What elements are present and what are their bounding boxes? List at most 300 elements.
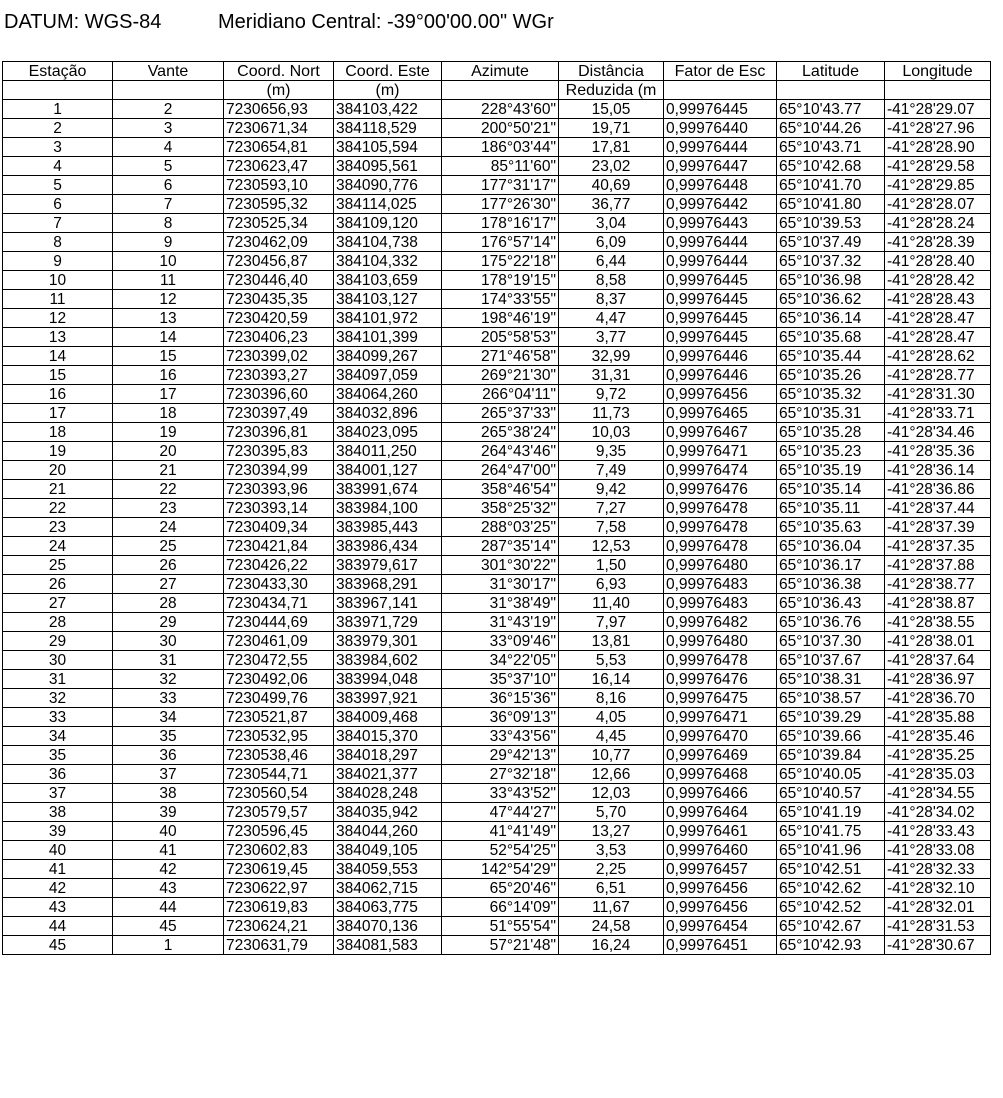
cell-estacao: 37 [3, 784, 113, 803]
cell-estacao: 19 [3, 442, 113, 461]
cell-coord-este: 384114,025 [334, 195, 442, 214]
cell-coord-norte: 7230456,87 [224, 252, 334, 271]
cell-azimute: 200°50'21" [442, 119, 559, 138]
table-row [3, 689, 991, 708]
cell-estacao: 7 [3, 214, 113, 233]
cell-longitude: -41°28'36.14 [885, 461, 991, 480]
cell-latitude: 65°10'35.23 [777, 442, 885, 461]
table-row [3, 385, 991, 404]
cell-azimute: 51°55'54" [442, 917, 559, 936]
cell-azimute: 31°38'49" [442, 594, 559, 613]
cell-longitude: -41°28'28.90 [885, 138, 991, 157]
table-row [3, 366, 991, 385]
cell-azimute: 177°26'30" [442, 195, 559, 214]
header-cell-longitude: Longitude [885, 62, 991, 81]
cell-distancia: 7,49 [559, 461, 664, 480]
cell-latitude: 65°10'36.62 [777, 290, 885, 309]
cell-coord-norte: 7230446,40 [224, 271, 334, 290]
cell-fator-escala: 0,99976445 [664, 328, 777, 347]
cell-distancia: 16,24 [559, 936, 664, 955]
cell-estacao: 29 [3, 632, 113, 651]
cell-vante: 34 [113, 708, 224, 727]
table-row [3, 518, 991, 537]
table-row [3, 442, 991, 461]
cell-longitude: -41°28'37.88 [885, 556, 991, 575]
cell-longitude: -41°28'35.36 [885, 442, 991, 461]
cell-longitude: -41°28'33.43 [885, 822, 991, 841]
cell-latitude: 65°10'42.67 [777, 917, 885, 936]
cell-vante: 31 [113, 651, 224, 670]
cell-latitude: 65°10'41.80 [777, 195, 885, 214]
cell-distancia: 12,03 [559, 784, 664, 803]
cell-coord-este: 383991,674 [334, 480, 442, 499]
table-row [3, 328, 991, 347]
cell-estacao: 25 [3, 556, 113, 575]
cell-latitude: 65°10'35.26 [777, 366, 885, 385]
cell-fator-escala: 0,99976444 [664, 252, 777, 271]
cell-latitude: 65°10'42.93 [777, 936, 885, 955]
cell-coord-este: 383984,100 [334, 499, 442, 518]
cell-azimute: 65°20'46" [442, 879, 559, 898]
table-row [3, 727, 991, 746]
cell-longitude: -41°28'34.55 [885, 784, 991, 803]
cell-estacao: 6 [3, 195, 113, 214]
table-row [3, 252, 991, 271]
cell-estacao: 33 [3, 708, 113, 727]
cell-coord-norte: 7230579,57 [224, 803, 334, 822]
cell-fator-escala: 0,99976460 [664, 841, 777, 860]
cell-azimute: 174°33'55" [442, 290, 559, 309]
cell-distancia: 19,71 [559, 119, 664, 138]
cell-coord-norte: 7230622,97 [224, 879, 334, 898]
table-row [3, 898, 991, 917]
table-row [3, 537, 991, 556]
cell-coord-este: 383997,921 [334, 689, 442, 708]
cell-coord-este: 384064,260 [334, 385, 442, 404]
cell-fator-escala: 0,99976483 [664, 594, 777, 613]
cell-longitude: -41°28'30.67 [885, 936, 991, 955]
header-cell-estacao [3, 81, 113, 100]
table-row [3, 176, 991, 195]
cell-latitude: 65°10'35.63 [777, 518, 885, 537]
cell-latitude: 65°10'35.32 [777, 385, 885, 404]
table-row [3, 822, 991, 841]
cell-latitude: 65°10'42.52 [777, 898, 885, 917]
cell-coord-este: 384009,468 [334, 708, 442, 727]
cell-coord-este: 384023,095 [334, 423, 442, 442]
cell-distancia: 12,66 [559, 765, 664, 784]
cell-coord-norte: 7230421,84 [224, 537, 334, 556]
cell-distancia: 9,35 [559, 442, 664, 461]
cell-distancia: 12,53 [559, 537, 664, 556]
cell-estacao: 24 [3, 537, 113, 556]
table-row [3, 100, 991, 119]
cell-fator-escala: 0,99976445 [664, 271, 777, 290]
cell-vante: 42 [113, 860, 224, 879]
cell-distancia: 9,42 [559, 480, 664, 499]
cell-coord-este: 383994,048 [334, 670, 442, 689]
cell-coord-este: 384070,136 [334, 917, 442, 936]
cell-distancia: 1,50 [559, 556, 664, 575]
table-row [3, 784, 991, 803]
cell-longitude: -41°28'28.24 [885, 214, 991, 233]
cell-fator-escala: 0,99976445 [664, 100, 777, 119]
cell-fator-escala: 0,99976442 [664, 195, 777, 214]
table-row [3, 651, 991, 670]
cell-longitude: -41°28'27.96 [885, 119, 991, 138]
cell-longitude: -41°28'33.08 [885, 841, 991, 860]
cell-distancia: 40,69 [559, 176, 664, 195]
cell-fator-escala: 0,99976478 [664, 518, 777, 537]
cell-estacao: 14 [3, 347, 113, 366]
table-row [3, 347, 991, 366]
cell-estacao: 22 [3, 499, 113, 518]
cell-coord-norte: 7230671,34 [224, 119, 334, 138]
cell-latitude: 65°10'41.19 [777, 803, 885, 822]
header-cell-latitude [777, 81, 885, 100]
header-cell-coord-norte: Coord. Nort [224, 62, 334, 81]
cell-latitude: 65°10'39.29 [777, 708, 885, 727]
cell-coord-norte: 7230596,45 [224, 822, 334, 841]
cell-longitude: -41°28'37.64 [885, 651, 991, 670]
cell-coord-este: 384021,377 [334, 765, 442, 784]
cell-estacao: 28 [3, 613, 113, 632]
cell-coord-este: 384018,297 [334, 746, 442, 765]
cell-longitude: -41°28'32.10 [885, 879, 991, 898]
cell-coord-norte: 7230435,35 [224, 290, 334, 309]
cell-estacao: 17 [3, 404, 113, 423]
cell-vante: 43 [113, 879, 224, 898]
cell-latitude: 65°10'39.53 [777, 214, 885, 233]
cell-vante: 37 [113, 765, 224, 784]
table-row [3, 670, 991, 689]
cell-coord-este: 384011,250 [334, 442, 442, 461]
cell-longitude: -41°28'28.42 [885, 271, 991, 290]
cell-vante: 45 [113, 917, 224, 936]
header-cell-distancia: Distância [559, 62, 664, 81]
table-row [3, 556, 991, 575]
cell-vante: 15 [113, 347, 224, 366]
cell-coord-este: 384118,529 [334, 119, 442, 138]
cell-vante: 5 [113, 157, 224, 176]
cell-coord-norte: 7230397,49 [224, 404, 334, 423]
cell-fator-escala: 0,99976440 [664, 119, 777, 138]
cell-estacao: 26 [3, 575, 113, 594]
cell-vante: 17 [113, 385, 224, 404]
cell-vante: 20 [113, 442, 224, 461]
cell-estacao: 31 [3, 670, 113, 689]
cell-coord-norte: 7230393,27 [224, 366, 334, 385]
cell-vante: 4 [113, 138, 224, 157]
cell-coord-este: 384015,370 [334, 727, 442, 746]
cell-latitude: 65°10'36.17 [777, 556, 885, 575]
cell-azimute: 205°58'53" [442, 328, 559, 347]
cell-distancia: 16,14 [559, 670, 664, 689]
cell-latitude: 65°10'43.71 [777, 138, 885, 157]
cell-longitude: -41°28'37.35 [885, 537, 991, 556]
cell-fator-escala: 0,99976476 [664, 480, 777, 499]
cell-vante: 40 [113, 822, 224, 841]
cell-fator-escala: 0,99976482 [664, 613, 777, 632]
cell-coord-este: 384104,332 [334, 252, 442, 271]
table-row [3, 746, 991, 765]
table-row [3, 404, 991, 423]
cell-estacao: 45 [3, 936, 113, 955]
cell-coord-este: 383971,729 [334, 613, 442, 632]
header-cell-azimute: Azimute [442, 62, 559, 81]
table-row [3, 936, 991, 955]
cell-longitude: -41°28'35.46 [885, 727, 991, 746]
cell-azimute: 264°47'00" [442, 461, 559, 480]
cell-coord-norte: 7230532,95 [224, 727, 334, 746]
cell-vante: 26 [113, 556, 224, 575]
cell-vante: 28 [113, 594, 224, 613]
cell-estacao: 38 [3, 803, 113, 822]
cell-estacao: 21 [3, 480, 113, 499]
cell-latitude: 65°10'36.76 [777, 613, 885, 632]
cell-azimute: 177°31'17" [442, 176, 559, 195]
cell-distancia: 11,73 [559, 404, 664, 423]
cell-coord-este: 383979,301 [334, 632, 442, 651]
header-cell-fator-escala [664, 81, 777, 100]
cell-coord-este: 384001,127 [334, 461, 442, 480]
cell-fator-escala: 0,99976478 [664, 537, 777, 556]
cell-fator-escala: 0,99976478 [664, 499, 777, 518]
cell-coord-este: 384105,594 [334, 138, 442, 157]
cell-vante: 3 [113, 119, 224, 138]
cell-distancia: 7,27 [559, 499, 664, 518]
cell-vante: 22 [113, 480, 224, 499]
cell-coord-este: 384109,120 [334, 214, 442, 233]
cell-azimute: 287°35'14" [442, 537, 559, 556]
cell-distancia: 7,58 [559, 518, 664, 537]
cell-distancia: 11,40 [559, 594, 664, 613]
cell-longitude: -41°28'31.53 [885, 917, 991, 936]
cell-latitude: 65°10'42.68 [777, 157, 885, 176]
cell-distancia: 32,99 [559, 347, 664, 366]
cell-coord-norte: 7230393,96 [224, 480, 334, 499]
cell-azimute: 264°43'46" [442, 442, 559, 461]
cell-azimute: 29°42'13" [442, 746, 559, 765]
cell-longitude: -41°28'34.46 [885, 423, 991, 442]
header-cell-vante: Vante [113, 62, 224, 81]
cell-azimute: 33°43'52" [442, 784, 559, 803]
cell-estacao: 44 [3, 917, 113, 936]
header-cell-distancia: Reduzida (m [559, 81, 664, 100]
table-row [3, 214, 991, 233]
cell-latitude: 65°10'39.84 [777, 746, 885, 765]
header-cell-coord-este: Coord. Este [334, 62, 442, 81]
cell-fator-escala: 0,99976457 [664, 860, 777, 879]
cell-azimute: 266°04'11" [442, 385, 559, 404]
cell-coord-norte: 7230396,81 [224, 423, 334, 442]
cell-longitude: -41°28'31.30 [885, 385, 991, 404]
cell-fator-escala: 0,99976456 [664, 385, 777, 404]
cell-estacao: 16 [3, 385, 113, 404]
header-cell-longitude [885, 81, 991, 100]
cell-vante: 7 [113, 195, 224, 214]
cell-azimute: 271°46'58" [442, 347, 559, 366]
cell-azimute: 31°30'17" [442, 575, 559, 594]
cell-coord-norte: 7230656,93 [224, 100, 334, 119]
cell-distancia: 8,16 [559, 689, 664, 708]
cell-coord-este: 384035,942 [334, 803, 442, 822]
cell-vante: 38 [113, 784, 224, 803]
table-row [3, 575, 991, 594]
cell-azimute: 358°46'54" [442, 480, 559, 499]
cell-vante: 39 [113, 803, 224, 822]
cell-latitude: 65°10'42.62 [777, 879, 885, 898]
cell-longitude: -41°28'37.39 [885, 518, 991, 537]
cell-latitude: 65°10'36.38 [777, 575, 885, 594]
cell-azimute: 178°19'15" [442, 271, 559, 290]
cell-latitude: 65°10'44.26 [777, 119, 885, 138]
cell-fator-escala: 0,99976451 [664, 936, 777, 955]
cell-azimute: 33°09'46" [442, 632, 559, 651]
cell-distancia: 10,77 [559, 746, 664, 765]
cell-fator-escala: 0,99976480 [664, 556, 777, 575]
table-row [3, 765, 991, 784]
cell-coord-norte: 7230619,83 [224, 898, 334, 917]
cell-latitude: 65°10'35.14 [777, 480, 885, 499]
cell-distancia: 4,05 [559, 708, 664, 727]
cell-distancia: 13,81 [559, 632, 664, 651]
cell-vante: 1 [113, 936, 224, 955]
cell-coord-norte: 7230461,09 [224, 632, 334, 651]
cell-distancia: 11,67 [559, 898, 664, 917]
cell-vante: 21 [113, 461, 224, 480]
table-row [3, 632, 991, 651]
cell-estacao: 39 [3, 822, 113, 841]
cell-estacao: 34 [3, 727, 113, 746]
cell-longitude: -41°28'28.47 [885, 328, 991, 347]
cell-latitude: 65°10'41.75 [777, 822, 885, 841]
cell-latitude: 65°10'35.28 [777, 423, 885, 442]
cell-azimute: 52°54'25" [442, 841, 559, 860]
cell-fator-escala: 0,99976448 [664, 176, 777, 195]
cell-longitude: -41°28'32.01 [885, 898, 991, 917]
cell-azimute: 142°54'29" [442, 860, 559, 879]
cell-latitude: 65°10'37.32 [777, 252, 885, 271]
cell-longitude: -41°28'29.85 [885, 176, 991, 195]
cell-latitude: 65°10'40.05 [777, 765, 885, 784]
cell-latitude: 65°10'35.31 [777, 404, 885, 423]
cell-azimute: 269°21'30" [442, 366, 559, 385]
cell-coord-este: 384059,553 [334, 860, 442, 879]
cell-fator-escala: 0,99976444 [664, 138, 777, 157]
cell-fator-escala: 0,99976476 [664, 670, 777, 689]
cell-azimute: 198°46'19" [442, 309, 559, 328]
cell-coord-este: 384103,422 [334, 100, 442, 119]
cell-latitude: 65°10'36.98 [777, 271, 885, 290]
cell-coord-norte: 7230399,02 [224, 347, 334, 366]
cell-azimute: 228°43'60" [442, 100, 559, 119]
cell-longitude: -41°28'35.25 [885, 746, 991, 765]
cell-latitude: 65°10'43.77 [777, 100, 885, 119]
cell-azimute: 301°30'22" [442, 556, 559, 575]
table-row [3, 480, 991, 499]
table-row [3, 119, 991, 138]
cell-azimute: 265°38'24" [442, 423, 559, 442]
cell-estacao: 8 [3, 233, 113, 252]
cell-longitude: -41°28'38.77 [885, 575, 991, 594]
cell-coord-norte: 7230538,46 [224, 746, 334, 765]
cell-distancia: 4,45 [559, 727, 664, 746]
cell-estacao: 1 [3, 100, 113, 119]
cell-fator-escala: 0,99976480 [664, 632, 777, 651]
cell-coord-norte: 7230420,59 [224, 309, 334, 328]
cell-coord-norte: 7230602,83 [224, 841, 334, 860]
table-row [3, 157, 991, 176]
cell-coord-este: 384099,267 [334, 347, 442, 366]
cell-distancia: 5,53 [559, 651, 664, 670]
cell-coord-este: 383968,291 [334, 575, 442, 594]
cell-longitude: -41°28'29.58 [885, 157, 991, 176]
cell-estacao: 41 [3, 860, 113, 879]
cell-vante: 6 [113, 176, 224, 195]
cell-coord-norte: 7230499,76 [224, 689, 334, 708]
cell-distancia: 8,37 [559, 290, 664, 309]
header-cell-estacao: Estação [3, 62, 113, 81]
cell-coord-este: 384097,059 [334, 366, 442, 385]
cell-distancia: 9,72 [559, 385, 664, 404]
cell-latitude: 65°10'37.67 [777, 651, 885, 670]
cell-azimute: 35°37'10" [442, 670, 559, 689]
cell-estacao: 23 [3, 518, 113, 537]
cell-longitude: -41°28'35.88 [885, 708, 991, 727]
cell-coord-norte: 7230521,87 [224, 708, 334, 727]
cell-estacao: 20 [3, 461, 113, 480]
cell-fator-escala: 0,99976446 [664, 347, 777, 366]
table-row [3, 309, 991, 328]
cell-coord-norte: 7230492,06 [224, 670, 334, 689]
cell-coord-norte: 7230560,54 [224, 784, 334, 803]
cell-estacao: 42 [3, 879, 113, 898]
cell-distancia: 6,09 [559, 233, 664, 252]
cell-coord-norte: 7230623,47 [224, 157, 334, 176]
cell-distancia: 5,70 [559, 803, 664, 822]
cell-fator-escala: 0,99976454 [664, 917, 777, 936]
cell-latitude: 65°10'36.14 [777, 309, 885, 328]
table-row [3, 138, 991, 157]
table-row [3, 271, 991, 290]
cell-coord-norte: 7230393,14 [224, 499, 334, 518]
cell-latitude: 65°10'37.30 [777, 632, 885, 651]
cell-distancia: 3,53 [559, 841, 664, 860]
cell-estacao: 18 [3, 423, 113, 442]
cell-vante: 25 [113, 537, 224, 556]
table-row [3, 879, 991, 898]
cell-estacao: 12 [3, 309, 113, 328]
cell-coord-este: 384090,776 [334, 176, 442, 195]
datum-label: DATUM: WGS-84 [4, 11, 162, 33]
table-row [3, 917, 991, 936]
cell-fator-escala: 0,99976483 [664, 575, 777, 594]
cell-distancia: 4,47 [559, 309, 664, 328]
cell-distancia: 10,03 [559, 423, 664, 442]
table-row [3, 841, 991, 860]
cell-fator-escala: 0,99976461 [664, 822, 777, 841]
cell-coord-este: 384081,583 [334, 936, 442, 955]
cell-fator-escala: 0,99976471 [664, 708, 777, 727]
cell-longitude: -41°28'37.44 [885, 499, 991, 518]
header-cell-azimute [442, 81, 559, 100]
cell-distancia: 8,58 [559, 271, 664, 290]
cell-longitude: -41°28'38.87 [885, 594, 991, 613]
cell-fator-escala: 0,99976471 [664, 442, 777, 461]
cell-distancia: 24,58 [559, 917, 664, 936]
cell-latitude: 65°10'41.70 [777, 176, 885, 195]
